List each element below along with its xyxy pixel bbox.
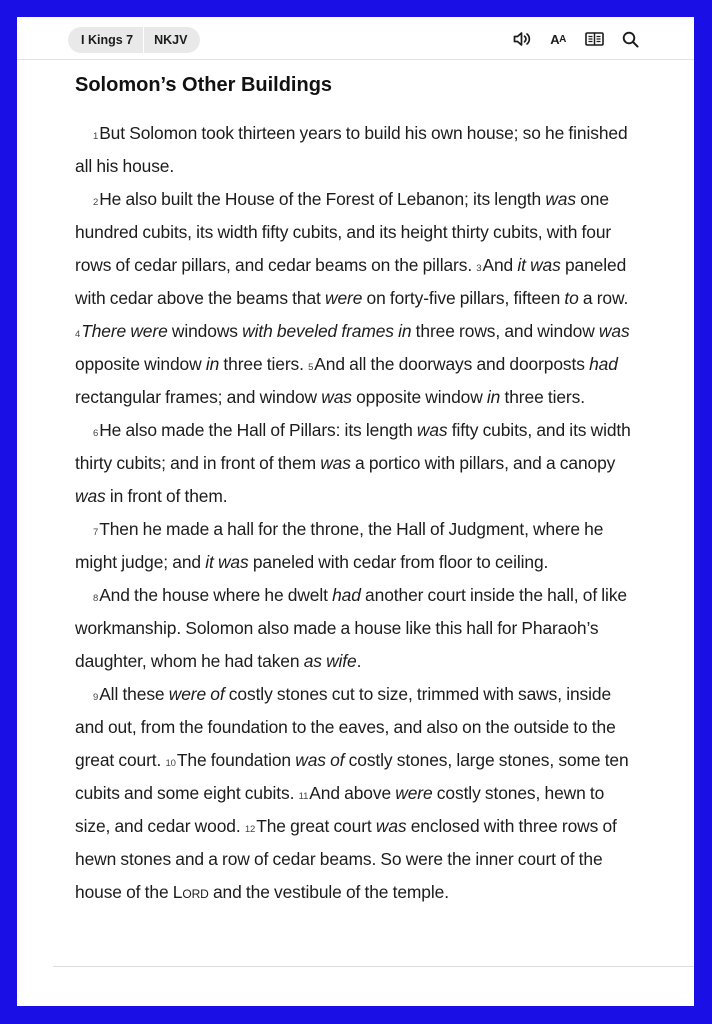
italic-word: in: [205, 354, 220, 374]
verse-text: a portico with pillars, and a canopy: [350, 453, 616, 473]
top-toolbar: [17, 17, 694, 60]
paragraph: $^8$And the house where he dwelt had another court inside the hall, of like workmanship. Solomon also made a house like this hall for Pharaoh’s daughter, whom he had taken as wife.: [75, 585, 627, 671]
verse-number[interactable]: 3: [476, 263, 482, 274]
verse-text: opposite window: [351, 387, 487, 407]
italic-word: was: [75, 486, 106, 506]
italic-word: was: [375, 816, 407, 836]
verse-text: paneled with cedar above the beams that: [75, 255, 627, 308]
italic-word: with beveled frames in: [242, 321, 412, 341]
italic-word: were: [395, 783, 433, 803]
lord-small-caps: Lord: [172, 882, 209, 902]
verse-text: And: [482, 255, 518, 275]
chapter-content: [75, 67, 641, 909]
verse-number[interactable]: 4: [75, 329, 81, 340]
verse-text: And above: [309, 783, 396, 803]
paragraph: [75, 678, 641, 909]
italic-word: had: [589, 354, 618, 374]
version-button[interactable]: NKJV: [143, 27, 200, 53]
italic-word: There were: [81, 321, 168, 341]
chapter-button[interactable]: I Kings 7: [81, 33, 134, 47]
section-heading: Solomon’s Other Buildings: [75, 74, 333, 96]
verse-text: three rows, and window: [411, 321, 599, 341]
verse-text: paneled with cedar from floor to ceiling.: [248, 552, 549, 572]
verse-text: rectangular frames; and window: [75, 387, 322, 407]
text-size-label-small: A: [559, 33, 566, 45]
chapter-version-selector: [68, 27, 200, 53]
italic-word: was of: [295, 750, 345, 770]
italic-word: was: [598, 321, 630, 341]
verse-number[interactable]: 7: [93, 527, 99, 538]
verse-number[interactable]: 5: [308, 362, 314, 373]
italic-word: was: [545, 189, 576, 209]
verse-text: in front of them.: [105, 486, 228, 506]
verse-number[interactable]: 2: [93, 197, 99, 208]
italic-word: were of: [168, 684, 225, 704]
italic-word: as wife: [303, 651, 357, 671]
search-icon[interactable]: [620, 29, 640, 49]
verse-text: All these: [99, 684, 169, 704]
verse-text: windows: [167, 321, 243, 341]
verse-text: costly stones, hewn to size, and cedar wood.: [75, 783, 605, 836]
verse-text: enclosed with three rows of hewn stones and a row of cedar beams. So were the inner court of the house of the: [75, 816, 617, 902]
paragraph: [75, 414, 641, 513]
verse-text: a row.: [578, 288, 629, 308]
verse-text: The great court: [256, 816, 376, 836]
italic-word: was: [320, 453, 351, 473]
verse-text: costly stones cut to size, trimmed with saws, inside and out, from the foundation to the eaves, and also on the outside to the great court.: [75, 684, 616, 770]
italic-word: it was: [517, 255, 561, 275]
verse-number[interactable]: 10: [165, 758, 176, 769]
verse-text: Then he made a hall for the throne, the Hall of Judgment, where he might judge; and: [75, 519, 604, 572]
italic-word: was: [321, 387, 352, 407]
paragraph: [75, 117, 641, 183]
verse-text: And the house where he dwelt: [99, 585, 333, 605]
text-size-icon[interactable]: [548, 29, 568, 49]
italic-word: in: [486, 387, 501, 407]
italic-word: were: [324, 288, 363, 308]
reader-icon[interactable]: [584, 29, 604, 49]
verse-text: another court inside the hall, of like workmanship. Solomon also made a house like this hall for Pharaoh’s daughter, whom he had taken: [75, 585, 627, 671]
verse-text: fifty cubits, and its width thirty cubits; and in front of them: [75, 420, 631, 473]
verse-text: costly stones, large stones, some ten cubits and some eight cubits.: [75, 750, 629, 803]
verse-text: and the vestibule of the temple.: [208, 882, 449, 902]
scripture-text: [75, 117, 641, 909]
verse-text: He also built the House of the Forest of Lebanon; its length: [99, 189, 546, 209]
italic-word: to: [564, 288, 579, 308]
verse-text: The foundation: [176, 750, 296, 770]
verse-text: three tiers.: [219, 354, 304, 374]
reader-screen: [17, 17, 694, 1006]
verse-number[interactable]: 9: [93, 692, 99, 703]
italic-word: had: [332, 585, 361, 605]
bottom-divider: [53, 966, 694, 967]
italic-word: was: [416, 420, 448, 440]
verse-number[interactable]: 6: [93, 428, 99, 439]
verse-number[interactable]: 11: [298, 791, 309, 802]
verse-text: opposite window: [75, 354, 206, 374]
verse-number[interactable]: 12: [244, 824, 256, 835]
text-size-label-big: A: [550, 31, 560, 47]
verse-number[interactable]: 1: [93, 131, 99, 142]
paragraph: [75, 183, 641, 414]
toolbar-icons: [512, 29, 640, 49]
paragraph: [75, 513, 641, 579]
verse-text: He also made the Hall of Pillars: its length: [99, 420, 417, 440]
verse-text: But Solomon took thirteen years to build his own house; so he finished all his house.: [75, 123, 628, 176]
speaker-icon[interactable]: [512, 29, 532, 49]
italic-word: it was: [205, 552, 249, 572]
verse-number[interactable]: 8: [93, 593, 99, 604]
verse-text: one hundred cubits, its width fifty cubits, and its height thirty cubits, with four rows of cedar pillars, and cedar beams on the pillars.: [75, 189, 612, 275]
verse-text: on forty-five pillars, fifteen: [362, 288, 565, 308]
verse-text: three tiers.: [500, 387, 585, 407]
verse-text: And all the doorways and doorposts: [314, 354, 590, 374]
